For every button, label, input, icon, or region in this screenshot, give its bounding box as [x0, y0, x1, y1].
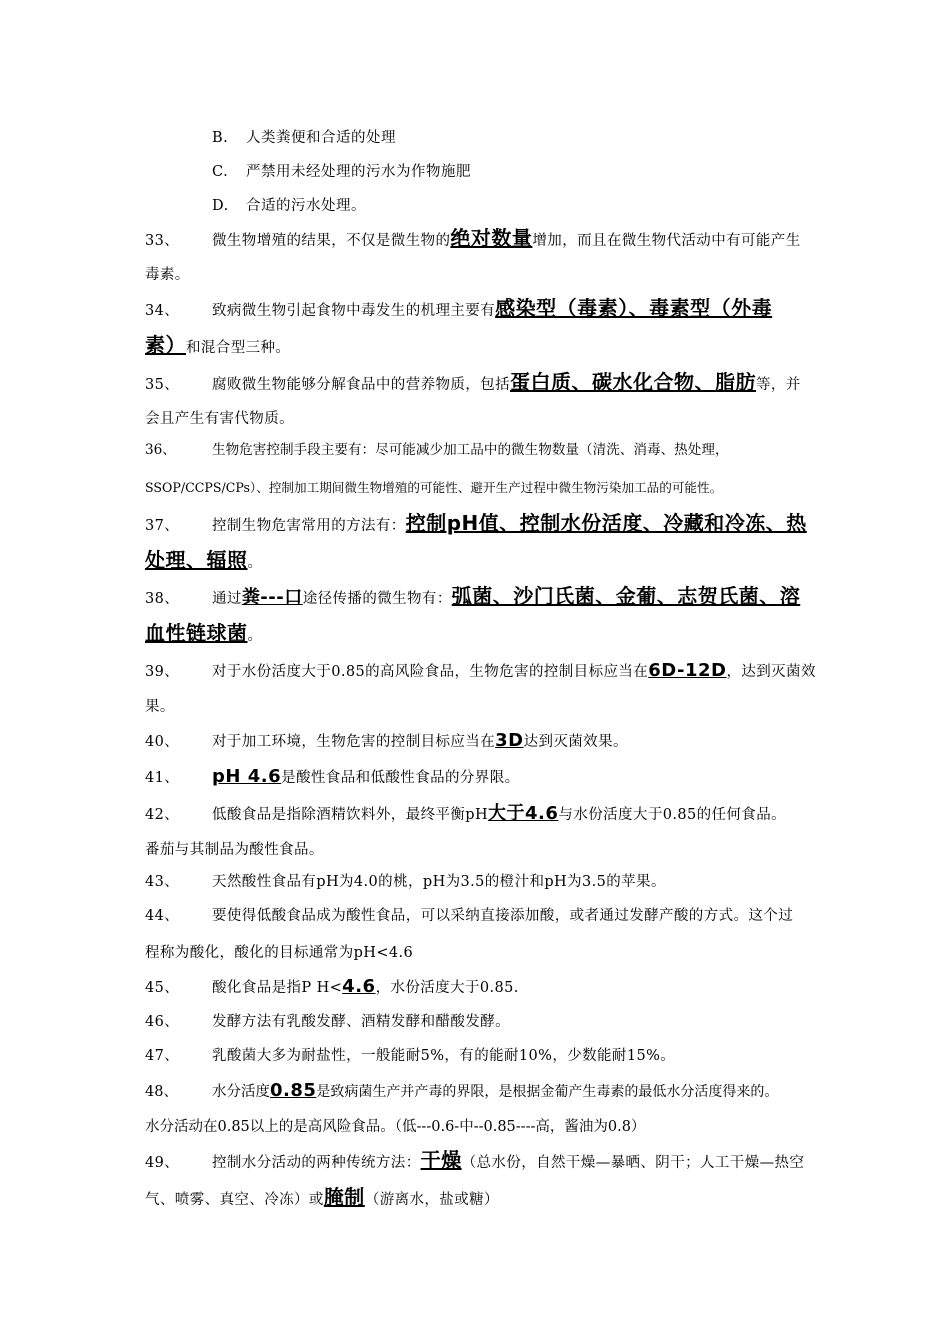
question-47: 47、 乳酸菌大多为耐盐性，一般能耐5%，有的能耐10%，少数能耐15%。 — [145, 1048, 676, 1064]
answer-blank: 粪---口 — [241, 587, 303, 608]
question-40: 40、 对于加工环境，生物危害的控制目标应当在3D达到灭菌效果。 — [145, 730, 628, 751]
answer-blank: 血性链球菌 — [145, 621, 248, 645]
answer-blank: 0.85 — [270, 1080, 317, 1101]
question-38: 38、 通过粪---口途径传播的微生物有：弧菌、沙门氏菌、金葡、志贺氏菌、溶 血性链球菌。 — [145, 584, 801, 645]
question-36: 36、 生物危害控制手段主要有：尽可能减少加工品中的微生物数量（清洗、消毒、热处理， SSOP/CCPS/CPs）、控制加工期间微生物增殖的可能性、避开生产过程中微生物污染加工品的可能性。 — [145, 442, 729, 495]
question-45: 45、 酸化食品是指P H<4.6，水份活度大于0.85. — [145, 976, 519, 997]
question-35: 35、 腐败微生物能够分解食品中的营养物质，包括蛋白质、碳水化合物、脂肪等，并 会且产生有害代物质。 — [145, 370, 801, 427]
answer-blank: pH 4.6 — [212, 766, 282, 787]
answer-blank: 干燥 — [420, 1148, 462, 1172]
question-43: 43、 天然酸性食品有pH为4.0的桃，pH为3.5的橙汁和pH为3.5的苹果。 — [145, 874, 666, 890]
option-c: C. 严禁用未经处理的污水为作物施肥 — [212, 164, 471, 180]
question-37: 37、 控制生物危害常用的方法有：控制pH值、控制水份活度、冷藏和冷冻、热 处理、辐照。 — [145, 511, 807, 572]
answer-blank: 绝对数量 — [450, 226, 533, 250]
option-d: D. 合适的污水处理。 — [212, 198, 366, 214]
question-34: 34、 致病微生物引起食物中毒发生的机理主要有感染型（毒素）、毒素型（外毒 素）和混合型三种。 — [145, 296, 773, 357]
option-b: B. 人类粪便和合适的处理 — [212, 130, 396, 146]
answer-blank: 感染型（毒素）、毒素型（外毒 — [495, 296, 773, 320]
answer-blank: 处理、辐照 — [145, 548, 248, 572]
question-46: 46、 发酵方法有乳酸发酵、酒精发酵和醋酸发酵。 — [145, 1014, 510, 1030]
question-42: 42、 低酸食品是指除酒精饮料外，最终平衡pH大于4.6与水份活度大于0.85的任何食品。 番茄与其制品为酸性食品。 — [145, 803, 787, 858]
question-48: 48、 水分活度0.85是致病菌生产并产毒的界限，是根据金葡产生毒素的最低水分活度得来的。 水分活动在0.85以上的是高风险食品。（低---0.6-中--0.85----高，酱油为0.8） — [145, 1080, 779, 1135]
answer-blank: 6D-12D — [648, 660, 727, 681]
answer-blank: 控制pH值、控制水份活度、冷藏和冷冻、热 — [405, 511, 807, 535]
answer-blank: 蛋白质、碳水化合物、脂肪 — [510, 370, 756, 394]
question-33: 33、 微生物增殖的结果，不仅是微生物的绝对数量增加，而且在微生物代活动中有可能产生 毒素。 — [145, 226, 801, 283]
question-41: 41、 pH 4.6是酸性食品和低酸性食品的分界限。 — [145, 766, 520, 787]
answer-blank: 素） — [145, 333, 186, 357]
question-49: 49、 控制水分活动的两种传统方法：干燥（总水份，自然干燥—暴晒、阴干；人工干燥—热空 气、喷雾、真空、冷冻）或腌制（游离水，盐或糖） — [145, 1148, 805, 1209]
answer-blank: 4.6 — [342, 976, 376, 997]
answer-blank: 3D — [495, 730, 524, 751]
answer-blank: 大于4.6 — [488, 803, 559, 824]
answer-blank: 弧菌、沙门氏菌、金葡、志贺氏菌、溶 — [451, 584, 801, 608]
answer-blank: 腌制 — [323, 1185, 365, 1209]
question-44: 44、 要使得低酸食品成为酸性食品，可以采纳直接添加酸，或者通过发酵产酸的方式。这个过 程称为酸化，酸化的目标通常为pH<4.6 — [145, 908, 794, 961]
question-39: 39、 对于水份活度大于0.85的高风险食品，生物危害的控制目标应当在6D-12D，达到灭菌效 果。 — [145, 660, 816, 715]
